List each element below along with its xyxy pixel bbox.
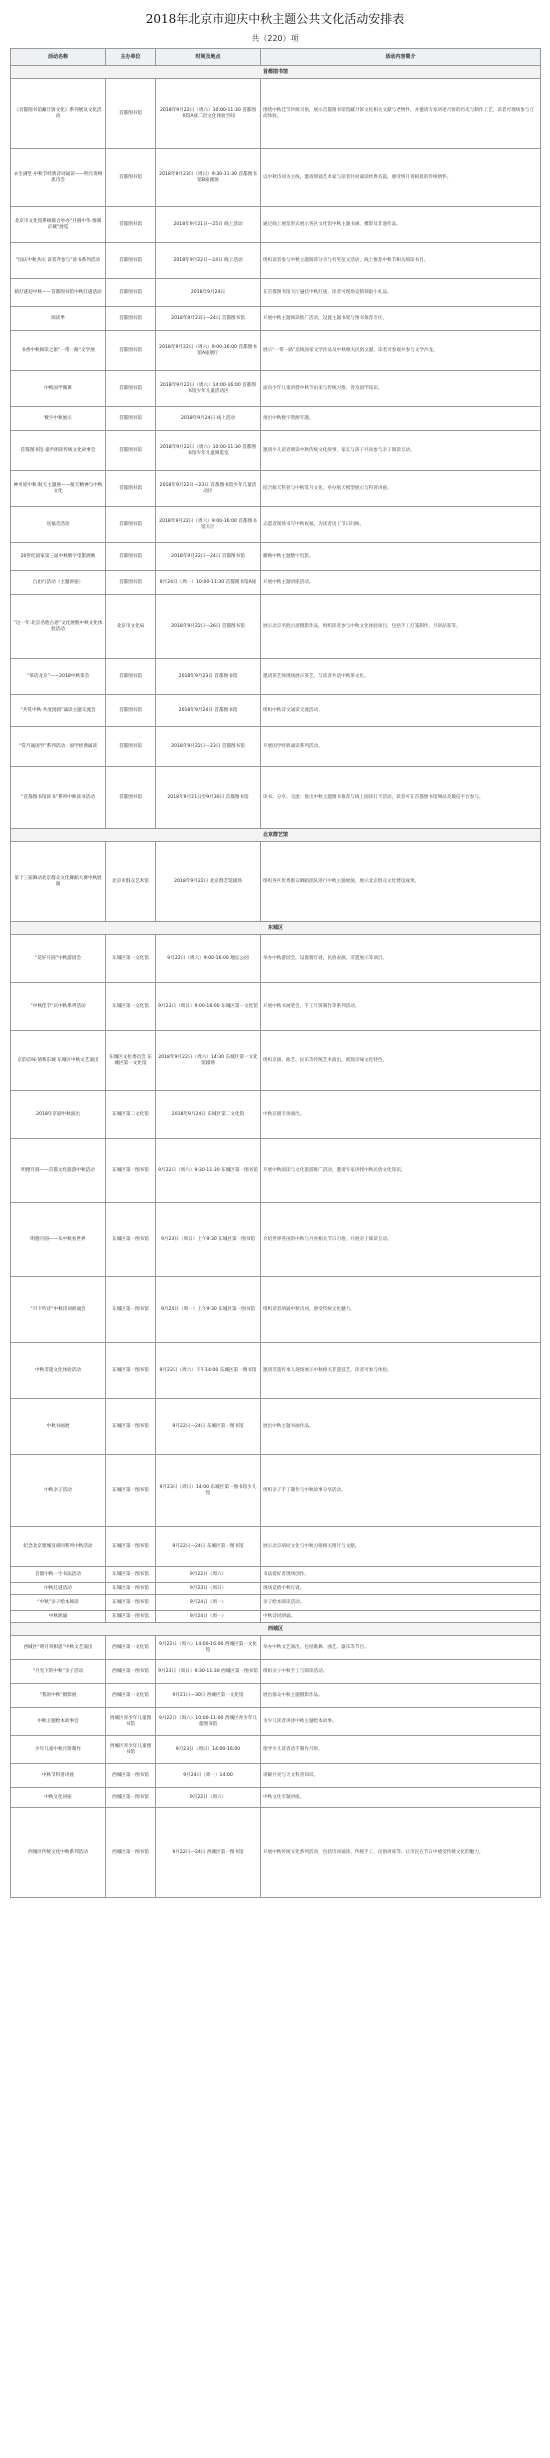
time-place: 9月23日（周日） <box>156 1583 261 1595</box>
organizer: 首都图书馆 <box>106 507 156 543</box>
time-place: 9月22日—24日 东城区第一图书馆 <box>156 1399 261 1455</box>
organizer: 东城区第一图书馆 <box>106 1203 156 1277</box>
description: 组织读者参与中秋主题阅读分享与有奖征文活动，线上推荐中秋节相关阅读书目。 <box>261 243 541 279</box>
activity-name: 20世纪国家第三届中秋数字电影展映 <box>11 543 106 571</box>
description: 结合航天科普与中秋赏月文化，举办航天模型展示与科普讲座。 <box>261 471 541 507</box>
table-row <box>11 1583 541 1595</box>
description: 指导少儿读者动手制作月饼。 <box>261 1736 541 1764</box>
activity-name: 中秋国学微课 <box>11 371 106 407</box>
description: 亲子绘本阅读活动。 <box>261 1595 541 1611</box>
description: 介绍世界各国的中秋与月亮相关节日习俗，开展亲子阅读互动。 <box>261 1203 541 1277</box>
activity-name: 2018年京剧中秋演出 <box>11 1091 106 1139</box>
description: 邀请非遗传承人现场展示中秋相关非遗技艺，读者可参与体验。 <box>261 1343 541 1399</box>
organizer: 西城区第一文化馆 <box>106 1684 156 1708</box>
table-row <box>11 983 541 1031</box>
table-row <box>11 1277 541 1343</box>
organizer: 北京市文化局 <box>106 595 156 659</box>
time-place: 2018年9月22日（周六）14:00-16:00 首都图书馆少年儿童活动区 <box>156 371 261 407</box>
organizer: 首都图书馆 <box>106 471 156 507</box>
table-row <box>11 1139 541 1203</box>
activity-name: “月光下的中秋”亲子活动 <box>11 1660 106 1684</box>
organizer: 东城区第一图书馆 <box>106 1455 156 1527</box>
table-row <box>11 1684 541 1708</box>
section-title: 西城区 <box>11 1623 541 1636</box>
time-place: 9月22日（周六） <box>156 1788 261 1808</box>
activity-name: 中秋灯谜活动 <box>11 1583 106 1595</box>
table-row <box>11 935 541 983</box>
organizer: 首都图书馆 <box>106 279 156 307</box>
organizer: 东城区第一图书馆 <box>106 1583 156 1595</box>
activity-name: “我的中秋”摄影展 <box>11 1684 106 1708</box>
organizer: 东城区第一图书馆 <box>106 1277 156 1343</box>
time-place: 2018年9月22日（周六）10:00-11:30 首都图书馆A座二层文化体验空间 <box>156 79 261 149</box>
table-header-row <box>11 49 541 66</box>
activity-name: 中秋书画展 <box>11 1399 106 1455</box>
organizer: 首都图书馆 <box>106 767 156 829</box>
table-row <box>11 1455 541 1527</box>
time-place: 2018年9月23日—24日 首都图书馆 <box>156 307 261 331</box>
time-place: 9月22日（周六）下午14:00 东城区第一图书馆 <box>156 1343 261 1399</box>
table-row <box>11 571 541 595</box>
activity-name: 明德月圆——从中秋看世界 <box>11 1203 106 1277</box>
activity-name: 中秋文化讲座 <box>11 1788 106 1808</box>
table-row <box>11 1567 541 1583</box>
table-row <box>11 1595 541 1611</box>
section-row <box>11 829 541 842</box>
activity-name: 数字中秋展示 <box>11 407 106 431</box>
description: 通过线上展览形式展示各区文化馆中秋主题书画、摄影及非遗作品。 <box>261 207 541 243</box>
organizer: 西城区第一图书馆 <box>106 1660 156 1684</box>
header-activity-name: 活动名称 <box>11 49 106 66</box>
description: 推出中秋数字资源专题。 <box>261 407 541 431</box>
time-place: 9月23日（周日）9:00-16:00 东城区第一文化馆 <box>156 983 261 1031</box>
description: 组织亲子手工制作与中秋故事分享活动。 <box>261 1455 541 1527</box>
activity-name: 纪念北京建城及胡同系列中秋活动 <box>11 1527 106 1567</box>
organizer: 首都图书馆 <box>106 727 156 767</box>
time-place: 9月24日（周一）上午9:30 东城区第一图书馆 <box>156 1277 261 1343</box>
organizer: 首都图书馆 <box>106 371 156 407</box>
section-title: 首都图书馆 <box>11 66 541 79</box>
organizer: 北京市群众艺术馆 <box>106 842 156 922</box>
activity-name: 中秋朗诵 <box>11 1611 106 1623</box>
time-place: 9月24日（周一）10:00-11:30 首都图书馆A座 <box>156 571 261 595</box>
time-place: 2018年9月22日—24日 线上活动 <box>156 243 261 279</box>
description: 开展中秋传统文化系列活动，包括诗词诵读、传统手工、民俗讲座等，让市民在节日中感受传统文化的魅力。 <box>261 1808 541 1898</box>
table-row <box>11 331 541 371</box>
description: 举办中秋文艺演出，包括歌舞、曲艺、器乐等节目。 <box>261 1636 541 1660</box>
activity-name: 中秋亲子活动 <box>11 1455 106 1527</box>
time-place: 2018年9月22日—24日 首都图书馆 <box>156 543 261 571</box>
table-row <box>11 243 541 279</box>
description: 展示北京胡同文化与中秋习俗相关图片与文献。 <box>261 1527 541 1567</box>
activity-name: 首都中秋一字书法活动 <box>11 1567 106 1583</box>
time-place: 9月21日—30日 西城区第一文化馆 <box>156 1684 261 1708</box>
time-place: 2018年9月24日 首都图书馆 <box>156 695 261 727</box>
table-row <box>11 79 541 149</box>
organizer: 首都图书馆 <box>106 695 156 727</box>
organizer: 东城区第一图书馆 <box>106 1139 156 1203</box>
organizer: 东城区第一文化馆 <box>106 935 156 983</box>
activity-name: 中秋节科普讲座 <box>11 1764 106 1788</box>
time-place: 2018年9月22日（周六）9:00-16:00 首都图书馆大厅 <box>156 507 261 543</box>
description: 为少儿读者讲述中秋主题绘本故事。 <box>261 1708 541 1736</box>
description: 在首都图书馆大厅悬挂中秋灯谜，读者可现场竞猜领取小礼品。 <box>261 279 541 307</box>
organizer: 东城区第二文化馆 <box>106 1091 156 1139</box>
description: 开展国学经典诵读系列活动。 <box>261 727 541 767</box>
table-row <box>11 1808 541 1898</box>
description: 展示北京名胜古迹摄影作品，组织读者参与中秋文化体验项目，包括手工灯笼制作、月饼品鉴等。 <box>261 595 541 659</box>
table-row <box>11 1203 541 1277</box>
organizer: 首都图书馆 <box>106 79 156 149</box>
time-place: 2018年9月22日（周六）14:30 东城区第一文化馆剧场 <box>156 1031 261 1091</box>
description: 志愿者现场书写中秋祝福，为读者送上节日问候。 <box>261 507 541 543</box>
table-row <box>11 767 541 829</box>
organizer: 首都图书馆 <box>106 543 156 571</box>
description: 书法爱好者现场创作。 <box>261 1567 541 1583</box>
table-row <box>11 1764 541 1788</box>
time-place: 2018年9月22日—23日 首都图书馆少年儿童活动区 <box>156 471 261 507</box>
time-place: 9月23日（周日）14:00-16:00 <box>156 1736 261 1764</box>
activity-name: 首都图书馆·童声朗读传统文化故事会 <box>11 431 106 471</box>
table-row <box>11 543 541 571</box>
organizer: 西城区青少年儿童图书馆 <box>106 1708 156 1736</box>
time-place: 2018年9月23日（周日）9:30-11:30 首都图书馆B座剧场 <box>156 149 261 207</box>
time-place: 9月22日（周六）14:00-16:00 西城区第一文化馆 <box>156 1636 261 1660</box>
table-row <box>11 307 541 331</box>
description: 讲解月亮与天文科普知识。 <box>261 1764 541 1788</box>
organizer: 东城区第一文化馆 <box>106 983 156 1031</box>
header-time-place: 时间及地点 <box>156 49 261 66</box>
time-place: 2018年9月24日 东城区第二文化馆 <box>156 1091 261 1139</box>
time-place: 9月23日（周日）9:30-11:30 西城区第一图书馆 <box>156 1660 261 1684</box>
time-place: 2018年9月22日（周六）10:00-11:30 首都图书馆少年儿童阅览室 <box>156 431 261 471</box>
description: 开展中秋书画笔会、手工月饼制作等系列活动。 <box>261 983 541 1031</box>
organizer: 西城区第一图书馆 <box>106 1808 156 1898</box>
activity-name: “花好月圆”中秋游园会 <box>11 935 106 983</box>
activity-name: 西城区传统文化中秋系列活动 <box>11 1808 106 1898</box>
organizer: 东城区第一图书馆 <box>106 1527 156 1567</box>
time-place: 2018年9月21日—25日 线上活动 <box>156 207 261 243</box>
table-row <box>11 842 541 922</box>
organizer: 首都图书馆 <box>106 207 156 243</box>
activity-name: 第十三届舞动北京群众文化舞蹈大赛中秋展演 <box>11 842 106 922</box>
activity-name: “月下吟诗”中秋诗词朗诵会 <box>11 1277 106 1343</box>
time-place: 2018年9月24日 线上活动 <box>156 407 261 431</box>
activity-name: 西城区“明月寄相思”中秋文艺演出 <box>11 1636 106 1660</box>
time-place: 2018年9月22日—23日 首都图书馆 <box>156 727 261 767</box>
description: 中秋京剧专场演出。 <box>261 1091 541 1139</box>
description: 邀请少儿读者朗读中秋传统文化故事，家长与孩子共同参与亲子阅读互动。 <box>261 431 541 471</box>
activity-name: 永生满堂·中秋节经典诗词诵读——明月寄相思诗会 <box>11 149 106 207</box>
table-row <box>11 1636 541 1660</box>
time-place: 2018年9月23日 首都图书馆 <box>156 659 261 695</box>
activity-name: 《首都图书馆藏月饼文化》系列展及文化活动 <box>11 79 106 149</box>
time-place: 9月22日（周六） <box>156 1567 261 1583</box>
activity-name: “中秋佳节”庆中秋系列活动 <box>11 983 106 1031</box>
activity-name: “中秋”亲子绘本阅读 <box>11 1595 106 1611</box>
time-place: 9月23日（周日）上午9:30 东城区第一图书馆 <box>156 1203 261 1277</box>
table-row <box>11 595 541 659</box>
table-row <box>11 695 541 727</box>
activity-name: 送福音活动 <box>11 507 106 543</box>
activity-name: 神舟迎中秋·航天主题展——航天精神与中秋文化 <box>11 471 106 507</box>
activity-name: 自由行活动（主题讲座） <box>11 571 106 595</box>
time-place: 2018年9月24日 <box>156 279 261 307</box>
organizer: 首都图书馆 <box>106 407 156 431</box>
time-place: 9月23日（周日）14:00 东城区第一图书馆少儿馆 <box>156 1455 261 1527</box>
activity-name: 书香中秋阅读之旅“一带一路”文学展 <box>11 331 106 371</box>
organizer: 首都图书馆 <box>106 307 156 331</box>
activity-name: 中秋主题绘本故事会 <box>11 1708 106 1736</box>
table-row <box>11 407 541 431</box>
description: 邀请茶艺师现场展示茶艺，与读者共话中秋茶文化。 <box>261 659 541 695</box>
activity-table <box>10 48 541 1898</box>
organizer: 东城区第一图书馆 <box>106 1567 156 1583</box>
organizer: 首都图书馆 <box>106 431 156 471</box>
table-body <box>11 66 541 1898</box>
table-row <box>11 1031 541 1091</box>
description: 中秋诗词朗诵。 <box>261 1611 541 1623</box>
description: 现场竞猜中秋灯谜。 <box>261 1583 541 1595</box>
time-place: 2018年9月22日 北京群艺馆剧场 <box>156 842 261 922</box>
organizer: 首都图书馆 <box>106 243 156 279</box>
organizer: 东城区文化委员会 东城区第一文化馆 <box>106 1031 156 1091</box>
table-row <box>11 1611 541 1623</box>
table-row <box>11 507 541 543</box>
organizer: 首都图书馆 <box>106 149 156 207</box>
time-place: 2018年9月22日（周六）9:00-16:00 首都图书馆A座展厅 <box>156 331 261 371</box>
table-row <box>11 1399 541 1455</box>
time-place: 9月24日（周一）14:00 <box>156 1764 261 1788</box>
header-description: 活动内容简介 <box>261 49 541 66</box>
table-row <box>11 659 541 695</box>
activity-name: “首都图书馆读书”系列中秋读书活动 <box>11 767 106 829</box>
organizer: 首都图书馆 <box>106 659 156 695</box>
description: 组织中秋诗文诵读交流活动。 <box>261 695 541 727</box>
table-row <box>11 1736 541 1764</box>
activity-name: 北京市文化馆系统联合举办“月圆中华·情满京城”展览 <box>11 207 106 243</box>
time-place: 9月22日（周六）9:00-16:00 地坛公园 <box>156 935 261 983</box>
description: 围绕中秋佳节传统习俗，展示首都图书馆馆藏月饼文化相关文献与老物件，并邀请专家讲述月饼的历史与制作工艺，读者可现场参与互动体验。 <box>261 79 541 149</box>
description: 展出中秋主题书画作品。 <box>261 1399 541 1455</box>
header-organizer: 主办单位 <box>106 49 156 66</box>
organizer: 东城区第一图书馆 <box>106 1343 156 1399</box>
time-place: 9月24日（周一） <box>156 1611 261 1623</box>
description: 播映中秋主题数字电影。 <box>261 543 541 571</box>
organizer: 西城区第一图书馆 <box>106 1788 156 1808</box>
description: 中秋文化专题讲座。 <box>261 1788 541 1808</box>
description: 读书、分享、交流：推出中秋主题图书推荐与线上阅读打卡活动，读者可在首都图书馆网站及微信平台参与。 <box>261 767 541 829</box>
table-row <box>11 149 541 207</box>
table-row <box>11 431 541 471</box>
table-row <box>11 1343 541 1399</box>
time-place: 2018年9月21日至9月30日 首都图书馆 <box>156 767 261 829</box>
description: 开展中秋主题阅读推广活动，设置主题书架与图书推荐专区。 <box>261 307 541 331</box>
time-place: 9月22日—24日 西城区第一图书馆 <box>156 1808 261 1898</box>
activity-name: “茶话北京”——2018中秋茶会 <box>11 659 106 695</box>
description: 组织读者朗诵中秋诗词，感受传统文化魅力。 <box>261 1277 541 1343</box>
organizer: 西城区第一文化馆 <box>106 1636 156 1660</box>
description: 举办中秋游园会，设置猜灯谜、民俗表演、非遗展示等项目。 <box>261 935 541 983</box>
activity-name: 明德月圆——首都文化旅游中秋活动 <box>11 1139 106 1203</box>
organizer: 西城区青少年儿童图书馆 <box>106 1736 156 1764</box>
table-row <box>11 1527 541 1567</box>
description: 组织京剧、曲艺、民乐等传统艺术演出，展现京味文化特色。 <box>261 1031 541 1091</box>
section-title: 北京群艺馆 <box>11 829 541 842</box>
description: 组织各区优秀群众舞蹈团队进行中秋主题展演，展示北京群众文化建设成果。 <box>261 842 541 922</box>
description: 展出群众中秋主题摄影作品。 <box>261 1684 541 1708</box>
table-row <box>11 1660 541 1684</box>
description: 组织亲子中秋手工与阅读活动。 <box>261 1660 541 1684</box>
organizer: 西城区第一图书馆 <box>106 1764 156 1788</box>
activity-name: 中秋非遗文化体验活动 <box>11 1343 106 1399</box>
page-title: 2018年北京市迎庆中秋主题公共文化活动安排表 <box>145 12 405 26</box>
section-title: 东城区 <box>11 922 541 935</box>
organizer: 东城区第一图书馆 <box>106 1611 156 1623</box>
section-row <box>11 66 541 79</box>
description: 展示“一带一路”沿线国家文学作品及中秋相关民俗文献，读者可参观并参与文学沙龙。 <box>261 331 541 371</box>
item-count: 共（220）项 <box>251 34 299 43</box>
table-row <box>11 1708 541 1736</box>
activity-name: 猜灯谜迎中秋——首都图书馆中秋灯谜活动 <box>11 279 106 307</box>
time-place: 9月22日（周六）10:00-11:00 西城区青少年儿童图书馆 <box>156 1708 261 1736</box>
organizer: 东城区第一图书馆 <box>106 1595 156 1611</box>
time-place: 9月22日（周六）9:30-11:30 东城区第一图书馆 <box>156 1139 261 1203</box>
table-row <box>11 279 541 307</box>
table-row <box>11 1091 541 1139</box>
time-place: 9月22日—24日 东城区第一图书馆 <box>156 1527 261 1567</box>
table-row <box>11 371 541 407</box>
activity-name: 少年儿童中秋月饼制作 <box>11 1736 106 1764</box>
time-place: 9月24日（周一） <box>156 1595 261 1611</box>
table-row <box>11 471 541 507</box>
time-place: 2018年9月22日—26日 首都图书馆 <box>156 595 261 659</box>
description: 开展中秋主题讲座活动。 <box>261 571 541 595</box>
activity-name: “赏月诵国学”系列活动：国学经典诵读 <box>11 727 106 767</box>
table-row <box>11 1788 541 1808</box>
description: 以中秋诗词为主线，邀请朗诵艺术家与读者共同诵读经典名篇，感受明月寄相思的传统情怀。 <box>261 149 541 207</box>
section-row <box>11 1623 541 1636</box>
organizer: 首都图书馆 <box>106 331 156 371</box>
organizer: 首都图书馆 <box>106 571 156 595</box>
activity-name: 阅读季 <box>11 307 106 331</box>
table-row <box>11 207 541 243</box>
organizer: 东城区第一图书馆 <box>106 1399 156 1455</box>
activity-name: 京韵京味·情系东城 东城区中秋文艺演出 <box>11 1031 106 1091</box>
description: 面向少年儿童讲授中秋节由来与传统习俗，普及国学知识。 <box>261 371 541 407</box>
description: 开展中秋阅读与文化旅游推广活动，邀请专家讲授中秋民俗文化知识。 <box>261 1139 541 1203</box>
activity-name: “这一年·北京名胜古迹”文化展暨中秋文化体验活动 <box>11 595 106 659</box>
table-row <box>11 727 541 767</box>
activity-name: “共赏中秋·共度团圆”诵读主题交流会 <box>11 695 106 727</box>
activity-name: “国庆中秋共庆 读者齐参与”读书系列活动 <box>11 243 106 279</box>
section-row <box>11 922 541 935</box>
